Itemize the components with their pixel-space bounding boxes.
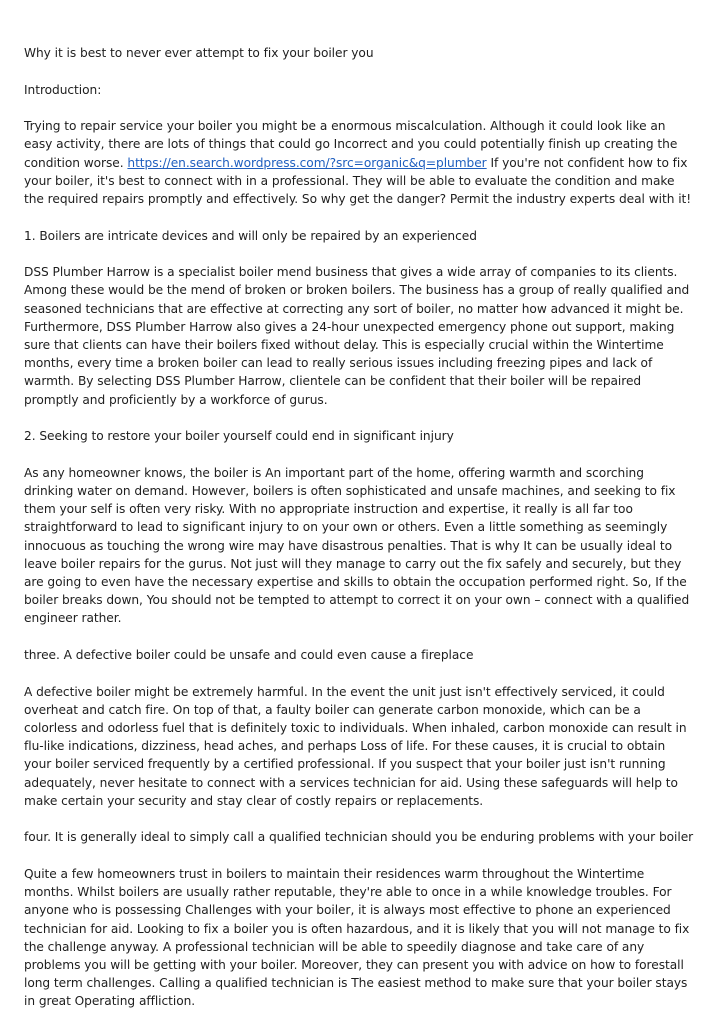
section-4-heading: four. It is generally ideal to simply call a qualified technician should you be enduring problems with your boiler bbox=[24, 830, 694, 845]
document-body bbox=[24, 44, 696, 1029]
intro-text-after-link: If you're not confident how to fix your boiler, it's best to connect with in a professional. They will be able to evaluate the condition and make the required repairs promptly and effectively. So why get the danger? Permit the industry experts deal with it! bbox=[24, 155, 692, 206]
section-1-heading: 1. Boilers are intricate devices and will only be repaired by an experienced bbox=[24, 228, 477, 243]
document-title: Why it is best to never ever attempt to fix your boiler you bbox=[24, 46, 374, 60]
intro-text-before-link: Trying to repair service your boiler you might be a enormous miscalculation. Although it could look like an easy activity, there are lots of things that could go Incorrect and you could potentially finish up creating the condition worse. bbox=[24, 119, 678, 170]
plumber-search-link[interactable]: https://en.search.wordpress.com/?src=organic&q=plumber bbox=[127, 155, 487, 170]
section-3-heading: three. A defective boiler could be unsafe and could even cause a fireplace bbox=[24, 648, 474, 663]
section-1-body: DSS Plumber Harrow is a specialist boiler mend business that gives a wide array of companies to its clients. Among these would be the mend of broken or broken boilers. The business has a group of really qualified and seasoned technicians that are effective at correcting any sort of boiler, no matter how advanced it might be. Furthermore, DSS Plumber Harrow also gives a 24-hour unexpected emergency phone out support, making sure that clients can have their boilers fixed without delay. This is especially crucial within the Wintertime months, every time a broken boiler can lead to really serious issues including freezing pipes and lack of warmth. By selecting DSS Plumber Harrow, clientele can be confident that their boiler will be repaired promptly and proficiently by a workforce of gurus. bbox=[24, 265, 690, 407]
section-2-body: As any homeowner knows, the boiler is An important part of the home, offering warmth and scorching drinking water on demand. However, boilers is often sophisticated and unsafe machines, and seeking to fix them your self is often very risky. With no appropriate instruction and expertise, it really is all far too straightforward to lead to significant injury to on your own or others. Even a little something as seemingly innocuous as touching the wrong wire may have disastrous penalties. That is why It can be usually ideal to leave boiler repairs for the gurus. Not just will they manage to carry out the fix safely and securely, but they are going to even have the necessary expertise and skills to obtain the occupation performed right. So, If the boiler breaks down, You should not be tempted to attempt to correct it on your own – connect with a qualified engineer rather. bbox=[24, 465, 690, 626]
section-3-body: A defective boiler might be extremely harmful. In the event the unit just isn't effectively serviced, it could overheat and catch fire. On top of that, a faulty boiler can generate carbon monoxide, which can be a colorless and odorless fuel that is definitely toxic to individuals. When inhaled, carbon monoxide can result in flu-like indications, dizziness, head aches, and perhaps Loss of life. For these causes, it is crucial to obtain your boiler serviced frequently by a certified professional. If you suspect that your boiler just isn't running adequately, never hesitate to connect with a services technician for aid. Using these safeguards will help to make certain your security and stay clear of costly repairs or replacements. bbox=[24, 684, 687, 808]
section-2-heading: 2. Seeking to restore your boiler yourself could end in significant injury bbox=[24, 429, 454, 444]
section-4-body: Quite a few homeowners trust in boilers to maintain their residences warm throughout the Wintertime months. Whilst boilers are usually rather reputable, they're able to once in a while knowledge troubles. For anyone who is possessing Challenges with your boiler, it is always most effective to phone an experienced technician for aid. Looking to fix a boiler you is often hazardous, and it is likely that you will not manage to fix the challenge anyway. A professional technician will be able to speedily diagnose and take care of any problems you will be getting with your boiler. Moreover, they can present you with advice on how to forestall long term challenges. Calling a qualified technician is The easiest method to make sure that your boiler stays in great Operating affliction. bbox=[24, 867, 690, 1009]
intro-heading: Introduction: bbox=[24, 82, 102, 97]
intro-paragraph bbox=[24, 117, 696, 208]
